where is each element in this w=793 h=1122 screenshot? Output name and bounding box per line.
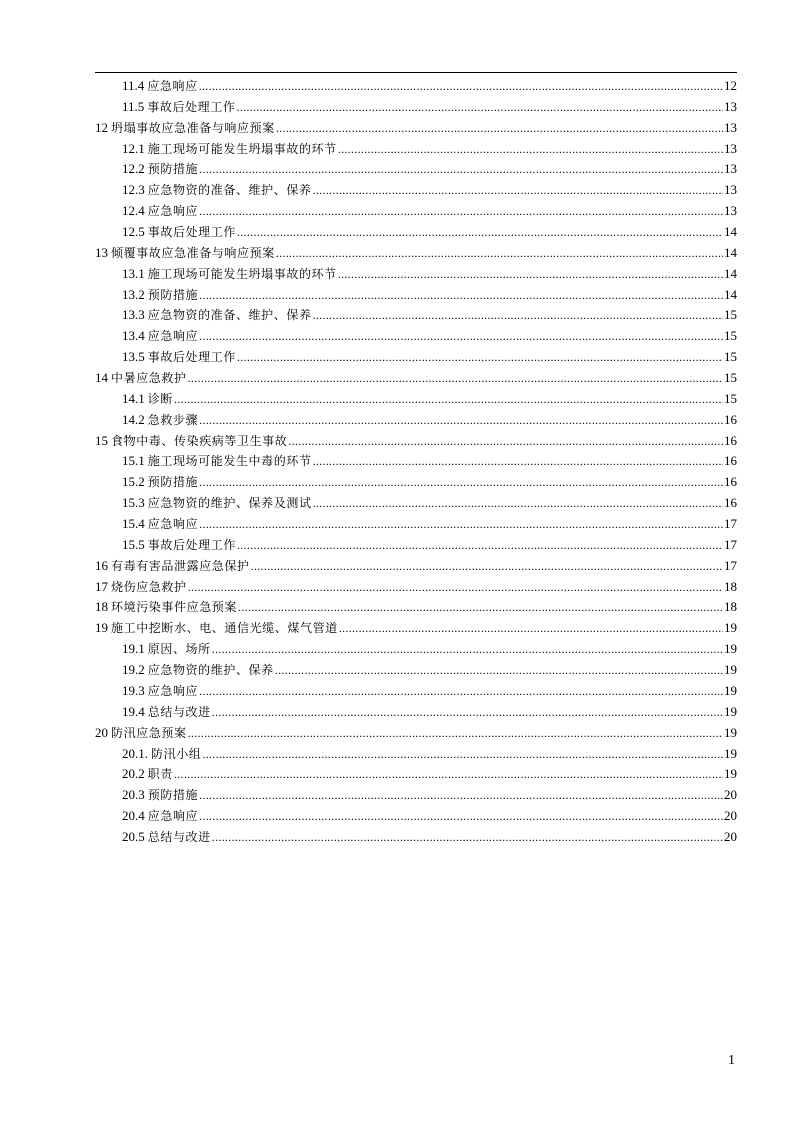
- toc-subsection-entry[interactable]: [95, 451, 737, 472]
- toc-subsection-entry[interactable]: [95, 639, 737, 660]
- toc-entry-page: 16: [724, 495, 737, 511]
- toc-dot-leader: [199, 159, 723, 180]
- toc-entry-number: 15.2: [122, 474, 145, 490]
- toc-entry-title: 职责: [147, 767, 173, 782]
- toc-dot-leader: [288, 431, 723, 452]
- toc-section-entry[interactable]: [95, 618, 737, 639]
- toc-dot-leader: [275, 660, 723, 681]
- toc-entry-number: 19.1: [122, 641, 145, 657]
- toc-entry-page: 19: [724, 641, 737, 657]
- toc-entry-title: 应急响应: [147, 204, 199, 219]
- toc-dot-leader: [237, 347, 723, 368]
- toc-entry-title: 预防措施: [147, 162, 199, 177]
- toc-entry-title: 事故后处理工作: [147, 537, 236, 552]
- toc-entry-page: 19: [724, 745, 737, 761]
- toc-entry-number: 11.4: [122, 78, 145, 93]
- toc-entry-title: 应急响应: [147, 517, 199, 532]
- toc-subsection-entry[interactable]: [95, 285, 737, 306]
- toc-entry-title: 事故后处理工作: [147, 350, 236, 365]
- toc-entry-page: 12: [724, 78, 737, 93]
- toc-entry-page: 13: [724, 140, 737, 156]
- toc-subsection-entry[interactable]: [95, 827, 737, 848]
- toc-entry-title: 中暑应急救护: [111, 371, 187, 386]
- toc-entry-number: 20.4: [122, 808, 145, 824]
- toc-dot-leader: [188, 577, 723, 598]
- toc-subsection-entry[interactable]: [95, 764, 737, 785]
- toc-subsection-entry[interactable]: [95, 97, 737, 118]
- toc-entry-number: 14: [95, 370, 108, 386]
- table-of-contents: [95, 76, 737, 848]
- toc-dot-leader: [276, 118, 723, 139]
- toc-dot-leader: [174, 389, 723, 410]
- toc-entry-title: 应急响应: [147, 809, 199, 824]
- toc-dot-leader: [251, 556, 723, 577]
- toc-entry-title: 有毒有害品泄露应急保护: [111, 558, 250, 573]
- toc-entry-page: 16: [724, 411, 737, 427]
- toc-dot-leader: [237, 535, 723, 556]
- toc-dot-leader: [199, 285, 723, 306]
- toc-entry-number: 20.1.: [122, 745, 148, 761]
- toc-dot-leader: [199, 681, 723, 702]
- toc-entry-title: 施工现场可能发生中毒的环节: [147, 454, 312, 469]
- toc-entry-page: 13: [724, 161, 737, 177]
- toc-dot-leader: [199, 472, 723, 493]
- toc-entry-title: 食物中毒、传染疾病等卫生事故: [111, 433, 288, 448]
- toc-dot-leader: [199, 514, 723, 535]
- toc-entry-number: 20: [95, 724, 108, 740]
- toc-entry-title: 应急物资的准备、维护、保养: [147, 183, 312, 198]
- toc-subsection-entry[interactable]: [95, 493, 737, 514]
- toc-entry-page: 20: [724, 828, 737, 844]
- toc-dot-leader: [212, 702, 723, 723]
- toc-dot-leader: [199, 806, 723, 827]
- toc-entry-page: 17: [724, 516, 737, 532]
- toc-dot-leader: [199, 410, 723, 431]
- toc-entry-title: 施工中挖断水、电、通信光缆、煤气管道: [111, 621, 338, 636]
- toc-entry-page: 18: [724, 578, 737, 594]
- toc-entry-number: 12.5: [122, 224, 145, 240]
- toc-entry-title: 预防措施: [147, 788, 199, 803]
- toc-entry-title: 应急物资的维护、保养及测试: [147, 496, 312, 511]
- toc-entry-number: 20.5: [122, 828, 145, 844]
- toc-entry-number: 18: [95, 599, 108, 615]
- toc-entry-number: 13.2: [122, 286, 145, 302]
- toc-dot-leader: [313, 451, 723, 472]
- toc-dot-leader: [339, 618, 723, 639]
- toc-entry-page: 17: [724, 557, 737, 573]
- toc-entry-title: 事故后处理工作: [147, 225, 236, 240]
- toc-entry-number: 19.4: [122, 703, 145, 719]
- toc-dot-leader: [199, 326, 723, 347]
- toc-entry-number: 13.5: [122, 349, 145, 365]
- toc-dot-leader: [199, 201, 723, 222]
- toc-entry-page: 16: [724, 432, 737, 448]
- toc-entry-number: 13: [95, 244, 108, 260]
- toc-entry-number: 15.5: [122, 536, 145, 552]
- toc-entry-title: 应急响应: [147, 79, 198, 93]
- toc-subsection-entry[interactable]: [95, 410, 737, 431]
- toc-entry-title: 坍塌事故应急准备与响应预案: [111, 120, 275, 135]
- toc-section-entry[interactable]: [95, 118, 737, 139]
- toc-entry-number: 19.3: [122, 682, 145, 698]
- toc-section-entry[interactable]: [95, 597, 737, 618]
- toc-subsection-entry[interactable]: [95, 201, 737, 222]
- toc-entry-title: 施工现场可能发生坍塌事故的环节: [147, 266, 337, 281]
- toc-entry-title: 总结与改进: [147, 704, 211, 719]
- toc-entry-number: 11.5: [122, 98, 145, 114]
- toc-entry-number: 12.1: [122, 140, 145, 156]
- toc-subsection-entry[interactable]: [95, 702, 737, 723]
- toc-dot-leader: [202, 744, 723, 765]
- toc-entry-number: 19: [95, 620, 108, 636]
- toc-subsection-entry[interactable]: [95, 472, 737, 493]
- toc-entry-page: 14: [724, 265, 737, 281]
- toc-entry-page: 15: [724, 390, 737, 406]
- toc-subsection-entry[interactable]: [95, 159, 737, 180]
- toc-entry-page: 13: [724, 203, 737, 219]
- toc-entry-page: 14: [724, 244, 737, 260]
- toc-dot-leader: [338, 139, 723, 160]
- toc-entry-page: 13: [724, 182, 737, 198]
- toc-entry-page: 15: [724, 370, 737, 386]
- toc-entry-number: 19.2: [122, 662, 145, 678]
- toc-entry-page: 19: [724, 766, 737, 782]
- toc-section-entry[interactable]: [95, 556, 737, 577]
- toc-entry-page: 19: [724, 703, 737, 719]
- toc-entry-title: 预防措施: [147, 287, 199, 302]
- toc-dot-leader: [188, 723, 723, 744]
- toc-subsection-entry[interactable]: [95, 389, 737, 410]
- toc-entry-number: 20.3: [122, 787, 145, 803]
- toc-dot-leader: [212, 639, 723, 660]
- toc-subsection-entry[interactable]: [95, 785, 737, 806]
- toc-subsection-entry[interactable]: [95, 326, 737, 347]
- toc-entry-page: 14: [724, 224, 737, 240]
- toc-entry-number: 15.3: [122, 495, 145, 511]
- toc-subsection-entry[interactable]: [95, 744, 737, 765]
- toc-entry-page: 15: [724, 307, 737, 323]
- toc-subsection-entry[interactable]: [95, 76, 737, 97]
- toc-entry-number: 16: [95, 557, 108, 573]
- toc-entry-number: 15: [95, 432, 108, 448]
- toc-entry-page: 15: [724, 349, 737, 365]
- toc-entry-number: 12.2: [122, 161, 145, 177]
- toc-entry-number: 12: [95, 119, 108, 135]
- toc-subsection-entry[interactable]: [95, 180, 737, 201]
- toc-entry-title: 原因、场所: [147, 642, 211, 657]
- toc-entry-title: 急救步骤: [147, 412, 199, 427]
- toc-entry-title: 施工现场可能发生坍塌事故的环节: [147, 141, 337, 156]
- toc-entry-page: 18: [724, 599, 737, 615]
- toc-entry-page: 20: [724, 787, 737, 803]
- toc-entry-page: 16: [724, 453, 737, 469]
- toc-entry-title: 应急响应: [147, 329, 199, 344]
- toc-entry-page: 16: [724, 474, 737, 490]
- toc-entry-number: 15.4: [122, 516, 145, 532]
- toc-dot-leader: [313, 305, 723, 326]
- toc-entry-page: 15: [724, 328, 737, 344]
- toc-entry-page: 19: [724, 724, 737, 740]
- toc-section-entry[interactable]: [95, 577, 737, 598]
- toc-dot-leader: [199, 785, 723, 806]
- toc-subsection-entry[interactable]: [95, 305, 737, 326]
- toc-dot-leader: [313, 493, 723, 514]
- toc-section-entry[interactable]: [95, 243, 737, 264]
- header-rule: [95, 72, 737, 73]
- toc-dot-leader: [188, 368, 723, 389]
- toc-entry-title: 诊断: [147, 391, 173, 406]
- toc-subsection-entry[interactable]: [95, 139, 737, 160]
- page-number: 1: [728, 1053, 735, 1068]
- toc-subsection-entry[interactable]: [95, 264, 737, 285]
- toc-entry-number: 14.1: [122, 390, 145, 406]
- toc-entry-title: 防汛小组: [151, 746, 202, 761]
- toc-dot-leader: [276, 243, 723, 264]
- toc-entry-number: 13.1: [122, 265, 145, 281]
- toc-entry-number: 12.4: [122, 203, 145, 219]
- toc-entry-page: 13: [724, 98, 737, 114]
- toc-dot-leader: [174, 764, 723, 785]
- toc-entry-page: 14: [724, 286, 737, 302]
- toc-subsection-entry[interactable]: [95, 681, 737, 702]
- toc-entry-number: 17: [95, 578, 108, 594]
- toc-entry-title: 应急物资的准备、维护、保养: [147, 308, 312, 323]
- toc-section-entry[interactable]: [95, 431, 737, 452]
- toc-dot-leader: [313, 180, 723, 201]
- toc-subsection-entry[interactable]: [95, 514, 737, 535]
- toc-entry-page: 20: [724, 808, 737, 824]
- toc-dot-leader: [238, 597, 723, 618]
- toc-dot-leader: [338, 264, 723, 285]
- toc-entry-title: 总结与改进: [147, 829, 211, 844]
- toc-entry-title: 环境污染事件应急预案: [111, 600, 238, 615]
- toc-subsection-entry[interactable]: [95, 347, 737, 368]
- toc-entry-number: 13.4: [122, 328, 145, 344]
- toc-subsection-entry[interactable]: [95, 806, 737, 827]
- toc-entry-page: 17: [724, 536, 737, 552]
- toc-entry-number: 15.1: [122, 453, 145, 469]
- toc-entry-title: 预防措施: [147, 475, 199, 490]
- toc-entry-title: 应急物资的维护、保养: [147, 663, 274, 678]
- toc-dot-leader: [212, 827, 723, 848]
- toc-subsection-entry[interactable]: [95, 535, 737, 556]
- toc-entry-title: 事故后处理工作: [147, 99, 236, 114]
- toc-subsection-entry[interactable]: [95, 660, 737, 681]
- toc-dot-leader: [236, 97, 723, 118]
- toc-entry-number: 13.3: [122, 307, 145, 323]
- toc-section-entry[interactable]: [95, 723, 737, 744]
- toc-entry-page: 13: [724, 119, 737, 135]
- toc-dot-leader: [237, 222, 723, 243]
- toc-dot-leader: [199, 76, 723, 97]
- toc-entry-title: 倾覆事故应急准备与响应预案: [111, 245, 275, 260]
- toc-entry-number: 12.3: [122, 182, 145, 198]
- toc-subsection-entry[interactable]: [95, 222, 737, 243]
- toc-section-entry[interactable]: [95, 368, 737, 389]
- toc-entry-number: 14.2: [122, 411, 145, 427]
- toc-entry-number: 20.2: [122, 766, 145, 782]
- toc-entry-page: 19: [724, 662, 737, 678]
- toc-entry-page: 19: [724, 682, 737, 698]
- toc-entry-title: 防汛应急预案: [111, 725, 187, 740]
- toc-entry-page: 19: [724, 620, 737, 636]
- toc-entry-title: 应急响应: [147, 683, 199, 698]
- toc-entry-title: 烧伤应急救护: [111, 579, 187, 594]
